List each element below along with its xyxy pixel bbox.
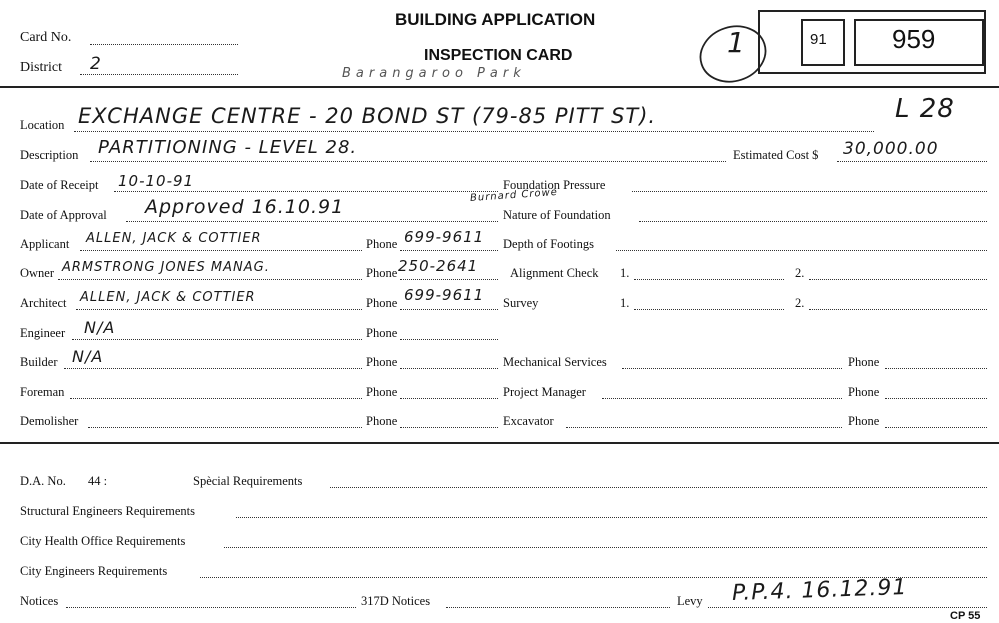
builder-phone-field[interactable] [400, 368, 498, 369]
survey-2-field[interactable] [809, 309, 987, 310]
architect-phone-label: Phone [366, 296, 398, 310]
excavator-field[interactable] [566, 427, 842, 428]
estimated-cost-value: 30,000.00 [843, 139, 939, 159]
mechanical-phone-field[interactable] [885, 368, 987, 369]
project-manager-field[interactable] [602, 398, 842, 399]
receipt-field[interactable] [114, 191, 498, 192]
foreman-phone-label: Phone [366, 385, 398, 399]
project-manager-phone-field[interactable] [885, 398, 987, 399]
location-field[interactable] [74, 131, 874, 132]
owner-value: ARMSTRONG JONES MANAG. [62, 260, 270, 275]
architect-phone-field[interactable] [400, 309, 498, 310]
approval-value: Approved 16.10.91 [145, 196, 345, 218]
architect-value: ALLEN, JACK & COTTIER [80, 290, 256, 305]
applicant-phone-value: 699-9611 [404, 228, 485, 246]
notices-317d-label: 317D Notices [361, 594, 431, 608]
survey-label: Survey [503, 296, 539, 310]
levy-label: Levy [677, 594, 703, 608]
receipt-value: 10-10-91 [118, 172, 195, 190]
owner-label: Owner [20, 266, 55, 280]
description-field[interactable] [90, 161, 726, 162]
estimated-cost-field[interactable] [837, 161, 987, 162]
header-scribble: Barangaroo Park [342, 66, 526, 81]
engineer-phone-label: Phone [366, 326, 398, 340]
description-value: PARTITIONING - LEVEL 28. [98, 137, 358, 158]
location-note: L 28 [895, 94, 955, 124]
owner-phone-field[interactable] [400, 279, 498, 280]
approval-label: Date of Approval [20, 208, 107, 222]
district-value: 2 [90, 54, 102, 74]
depth-footings-label: Depth of Footings [503, 237, 594, 251]
owner-field[interactable] [58, 279, 362, 280]
alignment-check-label: Alignment Check [510, 266, 599, 280]
engineer-label: Engineer [20, 326, 66, 340]
notices-field[interactable] [66, 607, 356, 608]
mechanical-services-field[interactable] [622, 368, 842, 369]
number-box-large-value: 959 [892, 24, 936, 54]
architect-field[interactable] [76, 309, 362, 310]
da-number-value: 44 : [88, 474, 108, 488]
builder-phone-label: Phone [366, 355, 398, 369]
builder-label: Builder [20, 355, 58, 369]
demolisher-phone-label: Phone [366, 414, 398, 428]
levy-field[interactable] [708, 607, 987, 608]
demolisher-phone-field[interactable] [400, 427, 498, 428]
location-value: EXCHANGE CENTRE - 20 BOND ST (79-85 PITT ST). [78, 104, 657, 128]
receipt-label: Date of Receipt [20, 178, 99, 192]
mechanical-phone-label: Phone [848, 355, 880, 369]
engineer-field[interactable] [72, 339, 362, 340]
top-divider [0, 86, 999, 88]
district-label: District [20, 60, 62, 75]
special-requirements-field[interactable] [330, 487, 987, 488]
excavator-label: Excavator [503, 414, 554, 428]
survey-2-label: 2. [795, 296, 805, 310]
structural-requirements-field[interactable] [236, 517, 987, 518]
form-code: CP 55 [950, 610, 981, 622]
engineer-value: N/A [84, 318, 116, 337]
form-title: BUILDING APPLICATION [395, 10, 596, 29]
circle-number: 1 [727, 26, 746, 59]
demolisher-field[interactable] [88, 427, 362, 428]
applicant-phone-field[interactable] [400, 250, 498, 251]
estimated-cost-label: Estimated Cost $ [733, 148, 819, 162]
form-subtitle: INSPECTION CARD [424, 47, 573, 64]
nature-foundation-label: Nature of Foundation [503, 208, 611, 222]
applicant-phone-label: Phone [366, 237, 398, 251]
excavator-phone-label: Phone [848, 414, 880, 428]
applicant-value: ALLEN, JACK & COTTIER [86, 231, 262, 246]
foreman-phone-field[interactable] [400, 398, 498, 399]
owner-phone-label: Phone [366, 266, 398, 280]
middle-divider [0, 442, 999, 444]
architect-label: Architect [20, 296, 67, 310]
number-box-small-value: 91 [810, 31, 827, 48]
builder-value: N/A [72, 347, 104, 366]
notices-label: Notices [20, 594, 59, 608]
structural-requirements-label: Structural Engineers Requirements [20, 504, 195, 518]
survey-1-field[interactable] [634, 309, 784, 310]
location-label: Location [20, 118, 65, 132]
levy-value: P.P.4. 16.12.91 [731, 574, 908, 607]
architect-phone-value: 699-9611 [404, 286, 485, 304]
health-requirements-label: City Health Office Requirements [20, 534, 186, 548]
demolisher-label: Demolisher [20, 414, 79, 428]
mechanical-services-label: Mechanical Services [503, 355, 607, 369]
alignment-check-2-field[interactable] [809, 279, 987, 280]
alignment-check-1-field[interactable] [634, 279, 784, 280]
card-no-label: Card No. [20, 30, 72, 45]
applicant-field[interactable] [80, 250, 362, 251]
foundation-pressure-label: Foundation Pressure [503, 178, 606, 192]
depth-footings-field[interactable] [616, 250, 987, 251]
project-manager-label: Project Manager [503, 385, 586, 399]
city-engineers-label: City Engineers Requirements [20, 564, 168, 578]
engineer-phone-field[interactable] [400, 339, 498, 340]
applicant-label: Applicant [20, 237, 70, 251]
notices-317d-field[interactable] [446, 607, 670, 608]
description-label: Description [20, 148, 79, 162]
alignment-check-1-label: 1. [620, 266, 630, 280]
district-field[interactable] [80, 74, 238, 75]
builder-field[interactable] [64, 368, 362, 369]
approval-note: Burnard Crowe [469, 186, 559, 205]
foundation-pressure-field[interactable] [632, 191, 987, 192]
foreman-label: Foreman [20, 385, 65, 399]
alignment-check-2-label: 2. [795, 266, 805, 280]
nature-foundation-field[interactable] [639, 221, 987, 222]
survey-1-label: 1. [620, 296, 630, 310]
approval-field[interactable] [126, 221, 498, 222]
project-manager-phone-label: Phone [848, 385, 880, 399]
foreman-field[interactable] [70, 398, 362, 399]
owner-phone-value: 250-2641 [398, 257, 479, 275]
da-number-label: D.A. No. [20, 474, 66, 488]
excavator-phone-field[interactable] [885, 427, 987, 428]
health-requirements-field[interactable] [224, 547, 987, 548]
card-no-field[interactable] [90, 44, 238, 45]
special-requirements-label: Spècial Requirements [193, 474, 303, 488]
